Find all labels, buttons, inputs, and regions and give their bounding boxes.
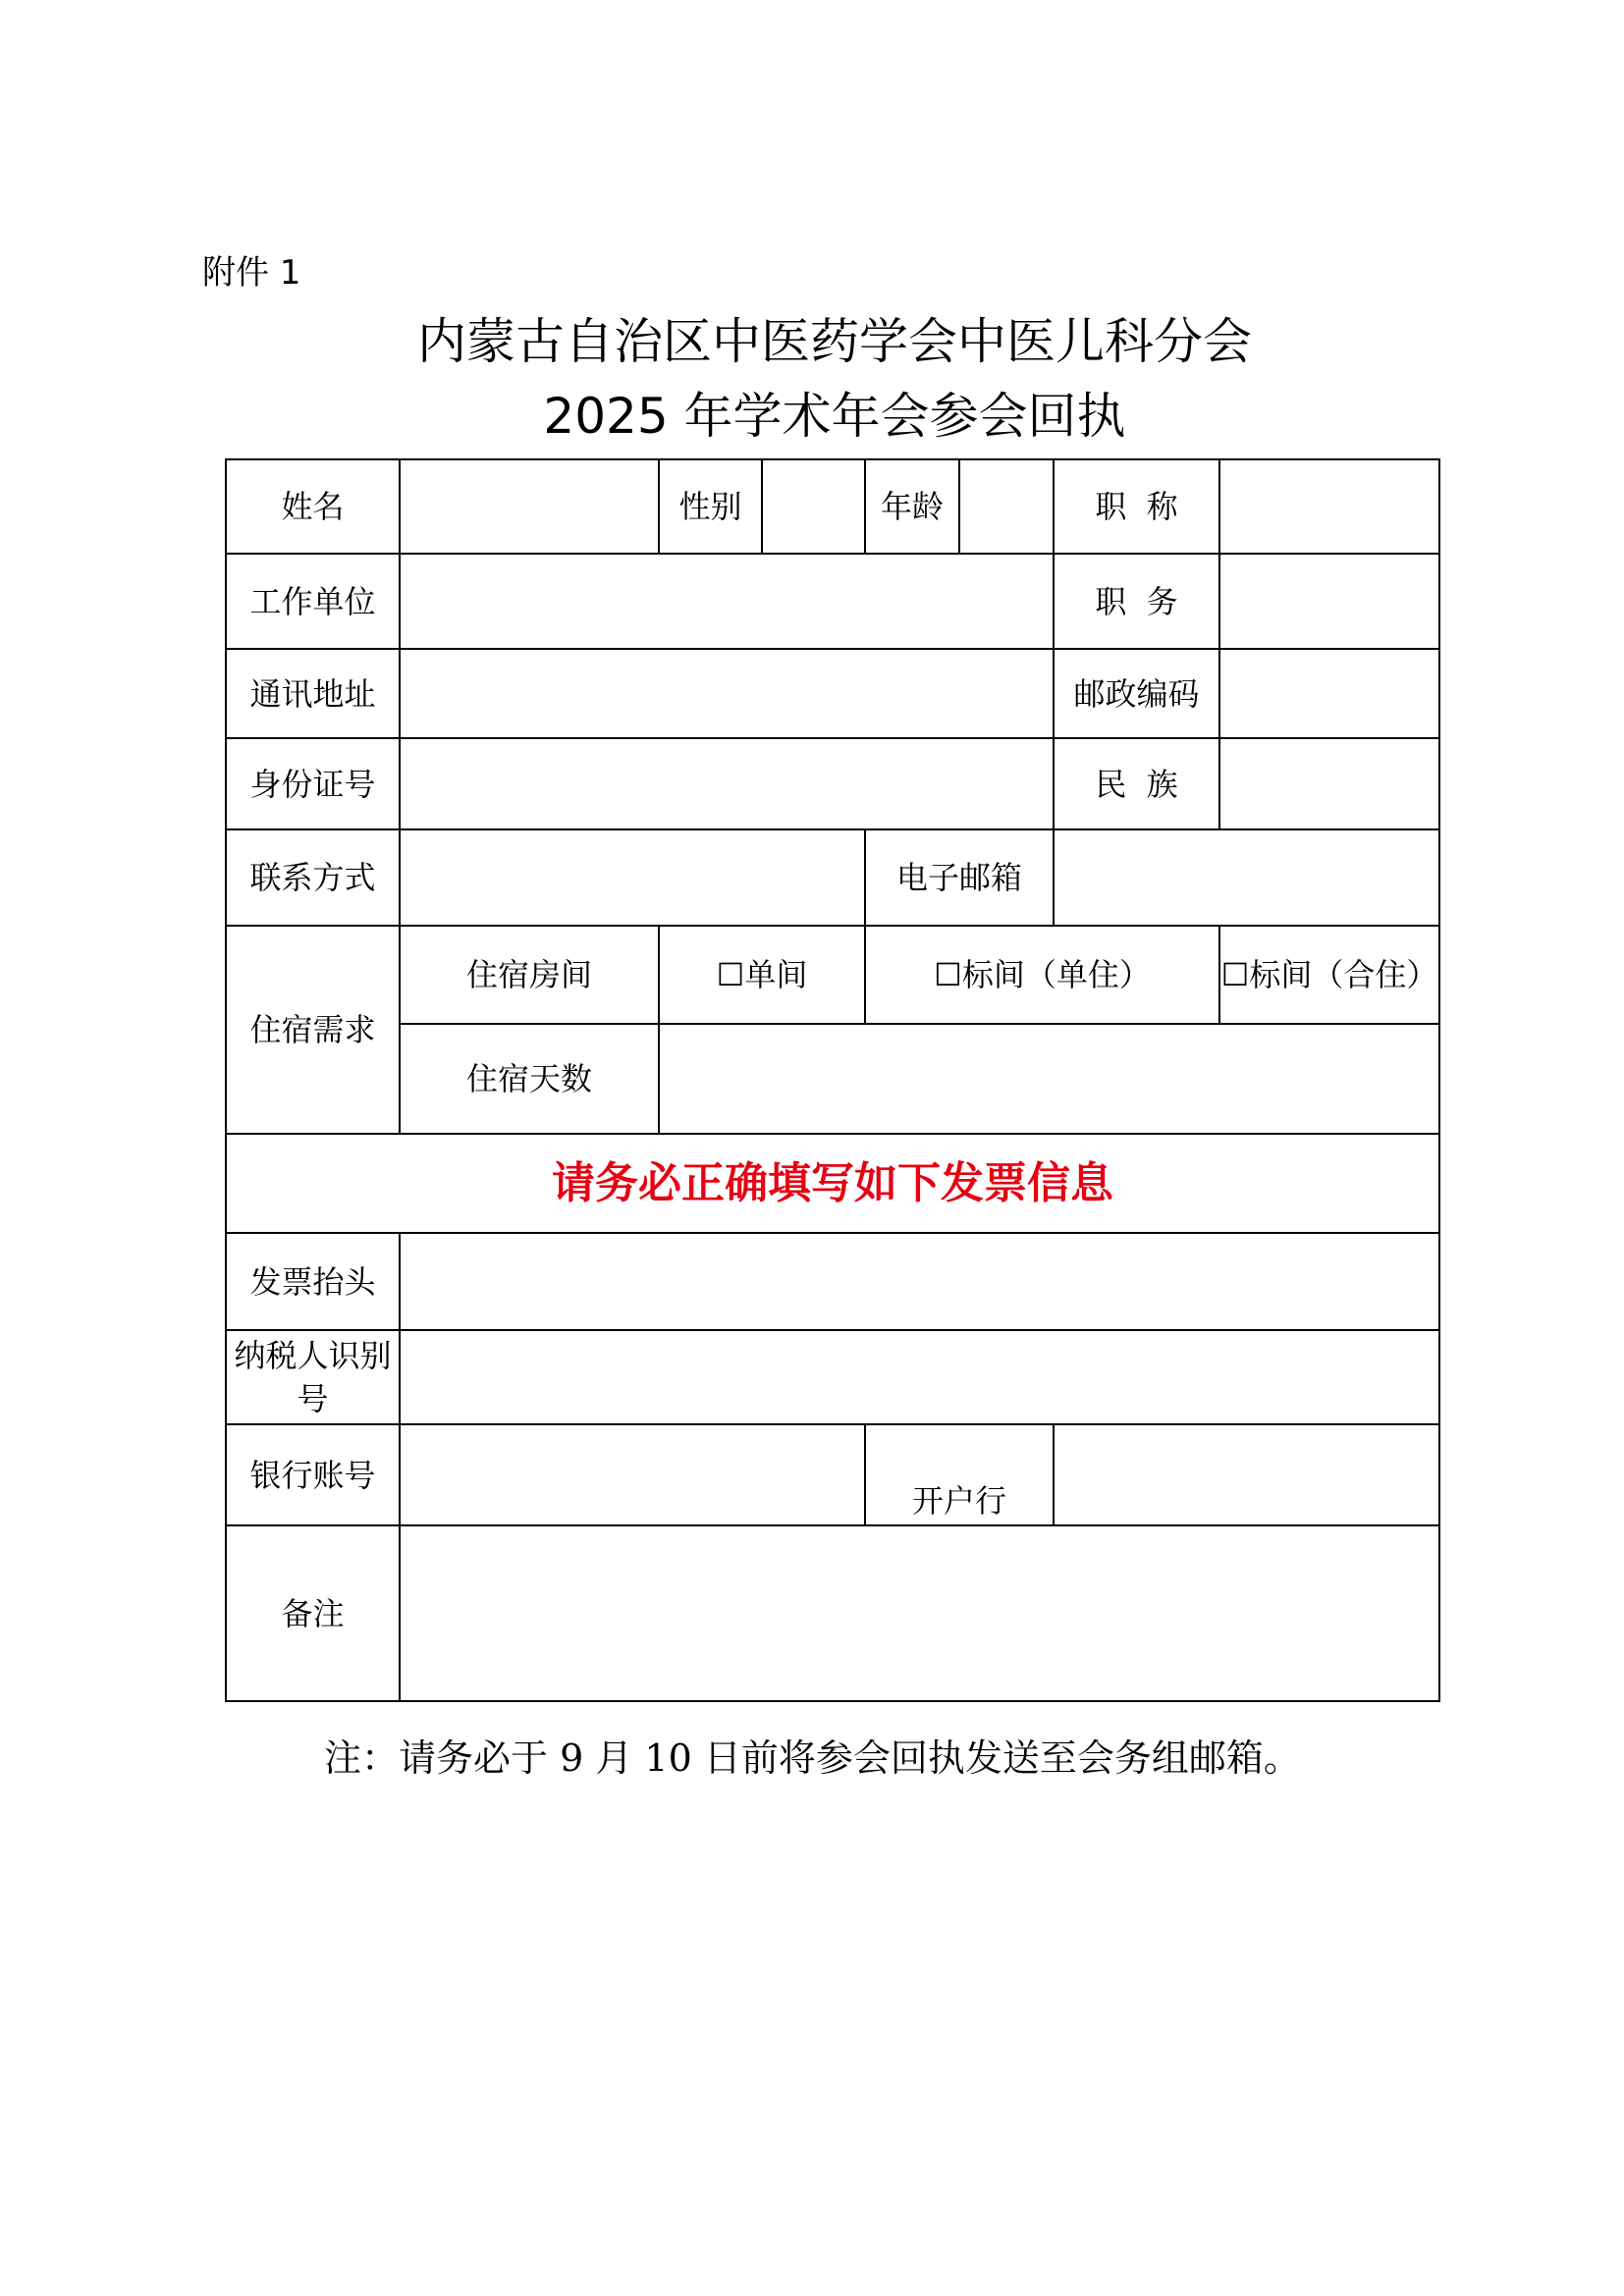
age-field[interactable] — [959, 459, 1054, 554]
address-label: 通讯地址 — [226, 649, 400, 738]
lodging-days-label: 住宿天数 — [400, 1024, 659, 1134]
contact-field[interactable] — [400, 829, 865, 926]
address-field[interactable] — [400, 649, 1054, 738]
ethnicity-field[interactable] — [1219, 738, 1439, 829]
position-label: 职 务 — [1054, 554, 1219, 649]
name-field[interactable] — [400, 459, 659, 554]
invoice-title-field[interactable] — [400, 1233, 1439, 1330]
ethnicity-label: 民 族 — [1054, 738, 1219, 829]
room-option-standard-shared[interactable]: ☐标间（合住） — [1219, 926, 1439, 1024]
attachment-label: 附件 1 — [202, 253, 301, 293]
email-field[interactable] — [1054, 829, 1439, 926]
gender-field[interactable] — [762, 459, 865, 554]
bank-name-label: 开户行 — [865, 1424, 1054, 1525]
postcode-label: 邮政编码 — [1054, 649, 1219, 738]
bank-account-label: 银行账号 — [226, 1424, 400, 1525]
gender-label: 性别 — [659, 459, 762, 554]
registration-form — [225, 458, 1440, 1702]
bank-name-field[interactable] — [1054, 1424, 1439, 1525]
invoice-notice: 请务必正确填写如下发票信息 — [226, 1134, 1439, 1233]
id-number-label: 身份证号 — [226, 738, 400, 829]
form-title-line2: 2025 年学术年会参会回执 — [543, 388, 1126, 445]
room-type-label: 住宿房间 — [400, 926, 659, 1024]
contact-label: 联系方式 — [226, 829, 400, 926]
title-label: 职 称 — [1054, 459, 1219, 554]
lodging-days-field[interactable] — [659, 1024, 1439, 1134]
workplace-field[interactable] — [400, 554, 1054, 649]
room-option-standard-single[interactable]: ☐标间（单住） — [865, 926, 1219, 1024]
remarks-field[interactable] — [400, 1525, 1439, 1701]
lodging-label: 住宿需求 — [226, 926, 400, 1134]
taxpayer-id-field[interactable] — [400, 1330, 1439, 1424]
title-field[interactable] — [1219, 459, 1439, 554]
position-field[interactable] — [1219, 554, 1439, 649]
room-option-single[interactable]: ☐单间 — [659, 926, 865, 1024]
workplace-label: 工作单位 — [226, 554, 400, 649]
submission-note: 注：请务必于 9 月 10 日前将参会回执发送至会务组邮箱。 — [324, 1736, 1301, 1780]
email-label: 电子邮箱 — [865, 829, 1054, 926]
invoice-title-label: 发票抬头 — [226, 1233, 400, 1330]
id-number-field[interactable] — [400, 738, 1054, 829]
age-label: 年龄 — [865, 459, 959, 554]
postcode-field[interactable] — [1219, 649, 1439, 738]
remarks-label: 备注 — [226, 1525, 400, 1701]
bank-account-field[interactable] — [400, 1424, 865, 1525]
taxpayer-id-label: 纳税人识别号 — [226, 1330, 400, 1424]
form-title-line1: 内蒙古自治区中医药学会中医儿科分会 — [417, 313, 1252, 370]
name-label: 姓名 — [226, 459, 400, 554]
